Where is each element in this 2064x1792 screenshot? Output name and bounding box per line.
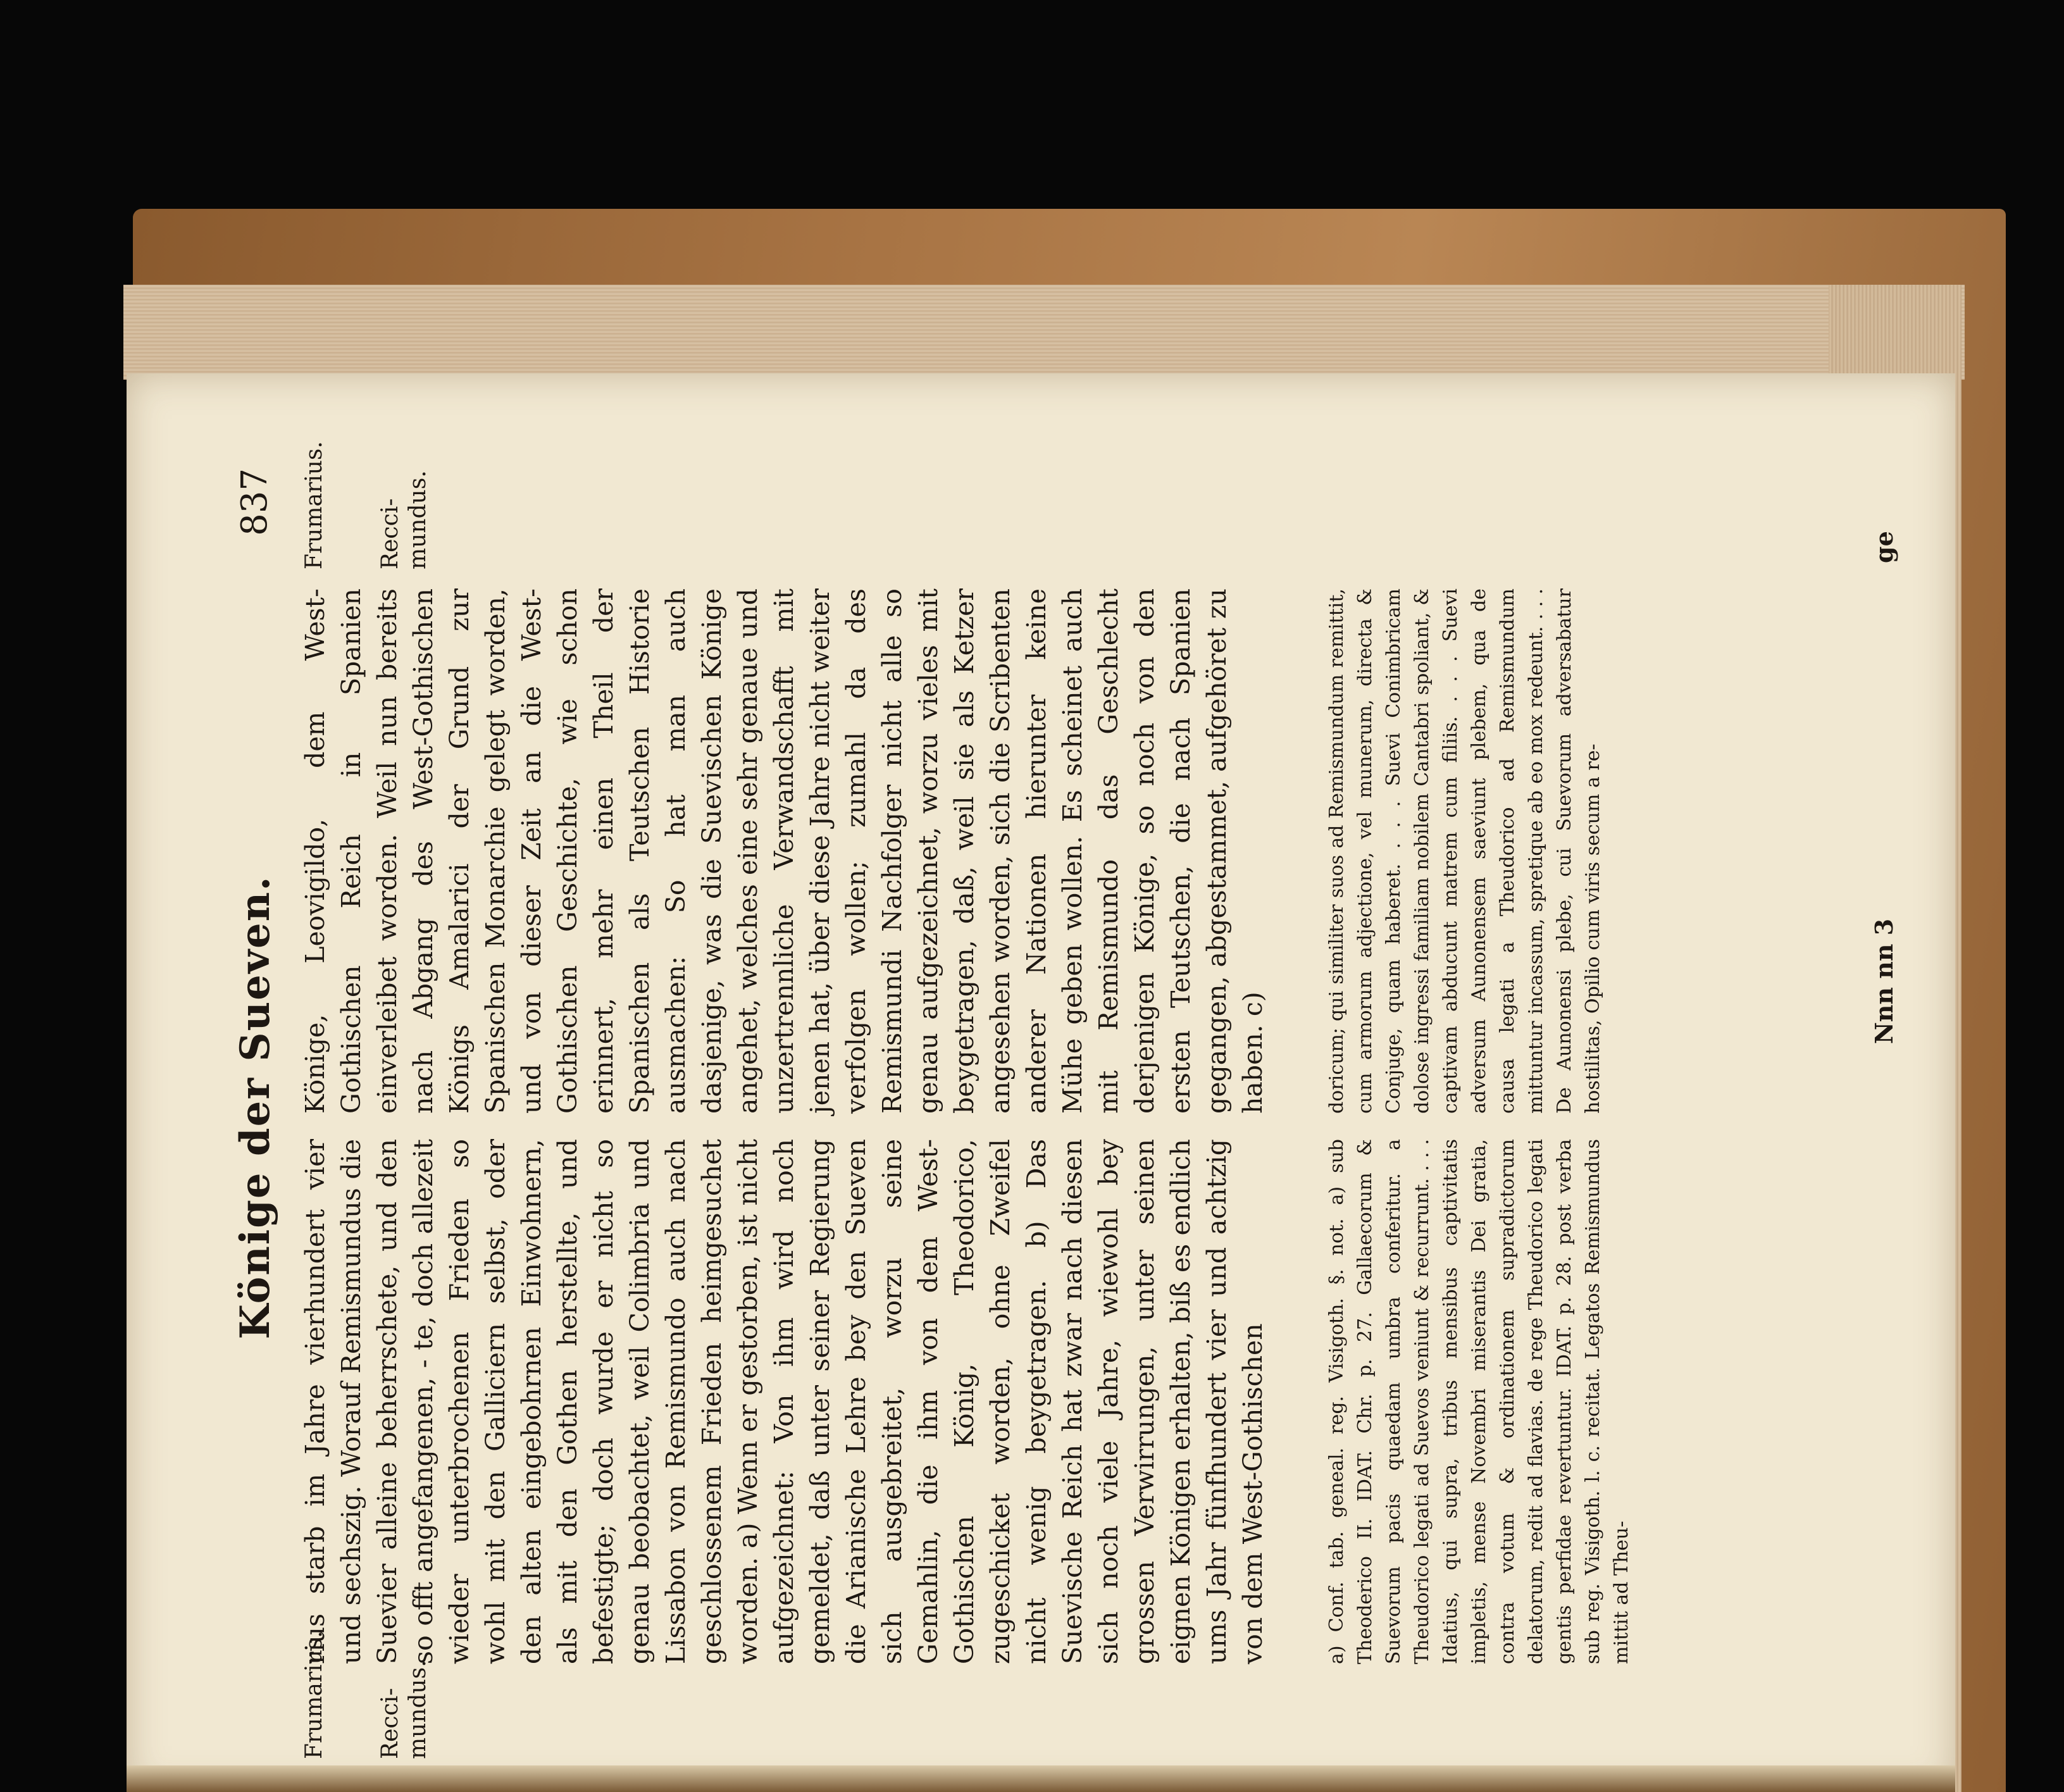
rotated-page-content	[228, 441, 1949, 1765]
margin-note-left-1: Frumarius.	[301, 1631, 327, 1759]
page-edges-top	[123, 285, 1965, 380]
margin-note-right-2: Recci-mundus.	[377, 470, 431, 569]
margin-note-right-1: Frumarius.	[301, 441, 327, 569]
page-number: 837	[234, 468, 275, 536]
header-title: Könige der Sueven.	[232, 875, 279, 1340]
book-gutter	[127, 1765, 1955, 1792]
signature-mark: Nnn nn 3	[1870, 918, 1898, 1044]
running-header	[228, 449, 291, 1765]
body-column-right: Könige, Leovigildo, dem West-Gothischen Reich in Spanien einverleibet worden. Weil nun bereits nach Abgang des West-Gothischen Königs Amalarici der Grund zur Spanischen Monarchie gelegt worden, und von dieser Zeit an die West-Gothischen Geschichte, wie schon erinnert, mehr einen Theil der Spanischen als Teutschen Historie ausmachen: So hat man auch dasjenige, was die Suevischen Könige angehet, welches eine sehr genaue und unzertrennliche Verwandschafft mit jenen hat, über diese Jahre nicht weiter verfolgen wollen; zumahl da des Remismundi Nachfolger nicht alle so genau aufgezeichnet, worzu vieles mit beygetragen, daß, weil sie als Ketzer angesehen worden, sich die Scribenten anderer Nationen hierunter keine Mühe geben wollen. Es scheinet auch mit Remismundo das Geschlecht derjenigen Könige, so noch von den ersten Teutschen, die nach Spanien gegangen, abgestammet, aufgehöret zu haben. c)	[300, 588, 1268, 1114]
catchword: ge	[1870, 531, 1898, 563]
footnote-left: a) Conf. tab. geneal. reg. Visigoth. §. not. a) sub Theoderico II. IDAT. Chr. p. 27. Gallaecorum & Suevorum pacis quaedam umbra conferitur. a Theudorico legati ad Suevos veniunt & recurrunt. . . . Idatius, qui supra, tribus mensibus captivitatis impletis, mense Novembri miserantis Dei gratia, contra votum & ordinationem supradictorum delatorum, redit ad flavias. de rege Theudorico legati gentis perfidae revertuntur. IDAT. p. 28. post verba sub reg. Visigoth. l. c. recitat. Legatos Remismundus mittit ad Theu-	[1326, 1139, 1632, 1664]
footnote-right: doricum; qui similiter suos ad Remismundum remittit, cum armorum adjectione, vel munerum, directa & Conjuge, quam haberet. . . . Suevi Conimbricam dolose ingressi familiam nobilem Cantabri spoliant, & captivam abducunt matrem cum filiis. . . . Suevi adversum Aunonensem saeviunt plebem, qua de causa legati a Theudorico ad Remismundum mittuntur incassum, spretique ab eo mox redeunt. . . . De Aunonensi plebe, cui Suevorum adversabatur hostilitas, Opilio cum viris secum a re-	[1326, 588, 1604, 1114]
margin-note-left-2: Recci-mundus.	[377, 1660, 431, 1759]
body-column-left: rius starb im Jahre vierhundert vier und sechszig. Worauf Remismundus die Suevier alleine beherrschete, und den so offt angefangenen, ‑ te, doch allezeit wieder unterbrochenen Frieden so wohl mit den Galliciern selbst, oder den alten eingebohrnen Einwohnern, als mit den Gothen herstellte, und befestigte; doch wurde er nicht so genau beobachtet, weil Colimbria und Lissabon von Remismundo auch nach geschlossenem Frieden heimgesuchet worden. a) Wenn er gestorben, ist nicht aufgezeichnet: Von ihm wird noch gemeldet, daß unter seiner Regierung die Arianische Lehre bey den Sueven sich ausgebreitet, worzu seine Gemahlin, die ihm von dem West-Gothischen König, Theodorico, zugeschicket worden, ohne Zweifel nicht wenig beygetragen. b) Das Suevische Reich hat zwar nach diesen sich noch viele Jahre, wiewohl bey grossen Verwirrungen, unter seinen eignen Königen erhalten, biß es endlich ums Jahr fünfhundert vier und achtzig von dem West-Gothischen	[300, 1139, 1268, 1664]
footnote-rule	[1310, 588, 1311, 1664]
